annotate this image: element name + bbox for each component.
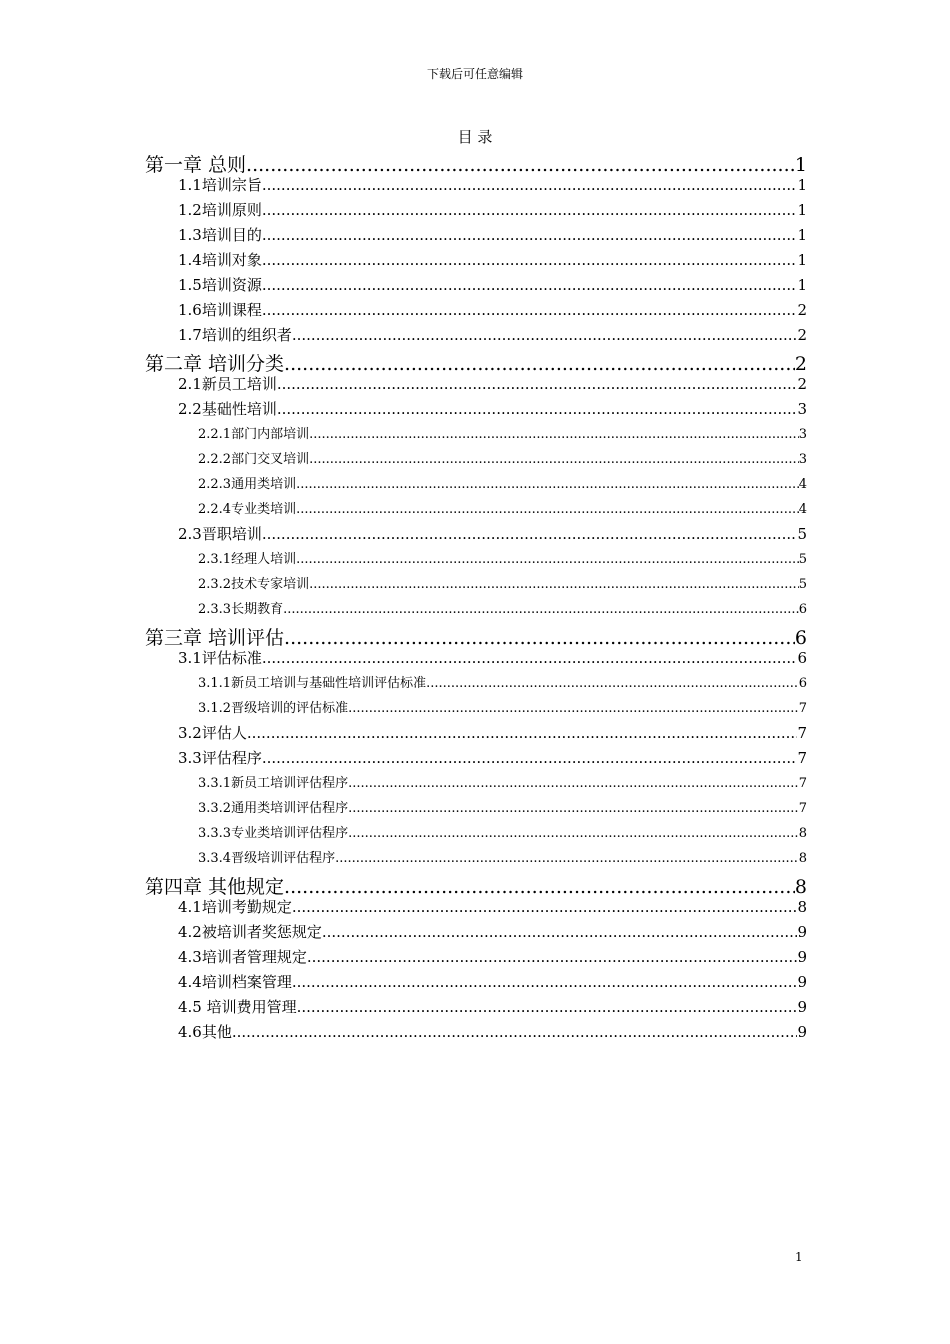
toc-entry-page: 7 bbox=[797, 749, 807, 767]
toc-leader-dots bbox=[246, 154, 795, 176]
toc-entry-label: 2.3.2技术专家培训 bbox=[198, 577, 310, 592]
toc-leader-dots bbox=[309, 427, 799, 442]
toc-entry-page: 6 bbox=[798, 602, 807, 617]
toc-leader-dots bbox=[284, 876, 795, 898]
toc-entry[interactable] bbox=[145, 373, 807, 398]
toc-entry-page: 7 bbox=[798, 801, 807, 816]
toc-entry-page: 1 bbox=[797, 201, 807, 219]
toc-entry-label: 3.1.1新员工培训与基础性培训评估标准 bbox=[198, 676, 427, 691]
toc-leader-dots bbox=[262, 749, 798, 767]
toc-leader-dots bbox=[292, 898, 798, 916]
toc-entry-page: 6 bbox=[797, 649, 807, 667]
toc-entry-page: 2 bbox=[797, 326, 807, 344]
toc-leader-dots bbox=[296, 552, 799, 567]
table-of-contents bbox=[145, 150, 807, 1046]
toc-leader-dots bbox=[426, 676, 799, 691]
toc-entry-label: 1.1培训宗旨 bbox=[178, 176, 262, 194]
toc-entry-label: 1.2培训原则 bbox=[178, 201, 262, 219]
toc-entry-page: 9 bbox=[797, 923, 807, 941]
toc-entry[interactable] bbox=[145, 548, 807, 573]
toc-entry[interactable] bbox=[145, 573, 807, 598]
toc-entry[interactable] bbox=[145, 423, 807, 448]
toc-entry-label: 3.1.2晋级培训的评估标准 bbox=[198, 701, 349, 716]
toc-leader-dots bbox=[247, 724, 798, 742]
toc-entry[interactable] bbox=[145, 448, 807, 473]
toc-entry-page: 7 bbox=[797, 724, 807, 742]
toc-entry[interactable] bbox=[145, 722, 807, 747]
toc-entry-page: 7 bbox=[798, 776, 807, 791]
toc-leader-dots bbox=[283, 602, 799, 617]
toc-entry-label: 第三章 培训评估 bbox=[145, 627, 285, 649]
toc-entry-page: 5 bbox=[798, 577, 807, 592]
toc-entry-page: 1 bbox=[797, 276, 807, 294]
toc-entry-page: 1 bbox=[797, 226, 807, 244]
toc-entry-label: 4.5 培训费用管理 bbox=[178, 998, 297, 1016]
toc-leader-dots bbox=[292, 973, 798, 991]
toc-entry-label: 2.3.1经理人培训 bbox=[198, 552, 297, 567]
toc-entry[interactable] bbox=[145, 822, 807, 847]
toc-entry[interactable] bbox=[145, 473, 807, 498]
toc-entry-page: 1 bbox=[794, 154, 807, 176]
page-header: 下载后可任意编辑 bbox=[426, 67, 523, 81]
toc-entry-label: 3.2评估人 bbox=[178, 724, 247, 742]
toc-entry[interactable] bbox=[145, 772, 807, 797]
toc-entry-page: 8 bbox=[797, 898, 807, 916]
toc-leader-dots bbox=[232, 1023, 798, 1041]
toc-entry-label: 第四章 其他规定 bbox=[145, 876, 285, 898]
toc-leader-dots bbox=[296, 502, 799, 517]
toc-entry-label: 2.2.3通用类培训 bbox=[198, 477, 297, 492]
toc-entry[interactable] bbox=[145, 797, 807, 822]
toc-entry[interactable] bbox=[145, 996, 807, 1021]
toc-entry[interactable] bbox=[145, 398, 807, 423]
toc-entry-page: 9 bbox=[797, 973, 807, 991]
toc-leader-dots bbox=[262, 226, 798, 244]
toc-entry-page: 8 bbox=[794, 876, 807, 898]
toc-entry-page: 9 bbox=[797, 1023, 807, 1041]
toc-entry[interactable] bbox=[145, 523, 807, 548]
toc-entry-page: 9 bbox=[797, 948, 807, 966]
toc-entry-label: 4.6其他 bbox=[178, 1023, 232, 1041]
toc-entry-page: 8 bbox=[798, 826, 807, 841]
toc-leader-dots bbox=[322, 923, 798, 941]
toc-entry[interactable] bbox=[145, 199, 807, 224]
toc-entry[interactable] bbox=[145, 598, 807, 623]
toc-entry-label: 2.1新员工培训 bbox=[178, 375, 277, 393]
toc-leader-dots bbox=[348, 776, 799, 791]
toc-entry-label: 2.3.3长期教育 bbox=[198, 602, 284, 617]
toc-leader-dots bbox=[277, 375, 798, 393]
toc-entry-label: 3.3评估程序 bbox=[178, 749, 262, 767]
toc-entry-label: 第一章 总则 bbox=[145, 154, 247, 176]
toc-leader-dots bbox=[292, 326, 798, 344]
toc-entry-page: 4 bbox=[798, 477, 807, 492]
toc-leader-dots bbox=[262, 276, 798, 294]
toc-entry-page: 2 bbox=[797, 375, 807, 393]
toc-entry[interactable] bbox=[145, 921, 807, 946]
toc-entry-page: 8 bbox=[798, 851, 807, 866]
toc-entry-label: 3.3.1新员工培训评估程序 bbox=[198, 776, 349, 791]
toc-leader-dots bbox=[284, 627, 795, 649]
toc-entry-label: 1.7培训的组织者 bbox=[178, 326, 292, 344]
toc-entry[interactable] bbox=[145, 249, 807, 274]
toc-leader-dots bbox=[309, 452, 799, 467]
toc-entry[interactable] bbox=[145, 299, 807, 324]
toc-entry[interactable] bbox=[145, 623, 807, 647]
toc-entry[interactable] bbox=[145, 697, 807, 722]
toc-entry[interactable] bbox=[145, 896, 807, 921]
toc-entry[interactable] bbox=[145, 647, 807, 672]
page-number: 1 bbox=[795, 1250, 803, 1264]
toc-leader-dots bbox=[262, 525, 798, 543]
toc-entry[interactable] bbox=[145, 150, 807, 174]
toc-entry-label: 1.6培训课程 bbox=[178, 301, 262, 319]
toc-entry-label: 1.4培训对象 bbox=[178, 251, 262, 269]
toc-entry-label: 第二章 培训分类 bbox=[145, 353, 285, 375]
toc-entry-page: 1 bbox=[797, 251, 807, 269]
toc-entry[interactable] bbox=[145, 274, 807, 299]
toc-entry[interactable] bbox=[145, 224, 807, 249]
toc-leader-dots bbox=[335, 851, 799, 866]
toc-entry-page: 4 bbox=[798, 502, 807, 517]
toc-entry-label: 4.3培训者管理规定 bbox=[178, 948, 307, 966]
toc-entry-label: 2.2.4专业类培训 bbox=[198, 502, 297, 517]
toc-leader-dots bbox=[348, 826, 799, 841]
toc-entry-label: 4.2被培训者奖惩规定 bbox=[178, 923, 322, 941]
toc-entry[interactable] bbox=[145, 747, 807, 772]
toc-entry-page: 3 bbox=[797, 400, 807, 418]
toc-entry-label: 2.3晋职培训 bbox=[178, 525, 262, 543]
toc-entry-label: 4.1培训考勤规定 bbox=[178, 898, 292, 916]
toc-entry-label: 3.3.3专业类培训评估程序 bbox=[198, 826, 349, 841]
toc-entry-label: 1.5培训资源 bbox=[178, 276, 262, 294]
toc-leader-dots bbox=[262, 301, 798, 319]
toc-entry-page: 7 bbox=[798, 701, 807, 716]
toc-entry-page: 5 bbox=[798, 552, 807, 567]
toc-entry[interactable] bbox=[145, 1021, 807, 1046]
toc-entry-label: 2.2.1部门内部培训 bbox=[198, 427, 310, 442]
toc-leader-dots bbox=[309, 577, 799, 592]
toc-entry[interactable] bbox=[145, 498, 807, 523]
toc-entry-page: 2 bbox=[797, 301, 807, 319]
toc-entry-page: 1 bbox=[797, 176, 807, 194]
toc-leader-dots bbox=[262, 251, 798, 269]
toc-leader-dots bbox=[262, 176, 798, 194]
toc-entry-page: 3 bbox=[798, 452, 807, 467]
toc-leader-dots bbox=[348, 701, 799, 716]
toc-entry-page: 9 bbox=[797, 998, 807, 1016]
toc-leader-dots bbox=[277, 400, 798, 418]
toc-entry[interactable] bbox=[145, 847, 807, 872]
toc-title: 目 录 bbox=[457, 128, 493, 146]
toc-entry[interactable] bbox=[145, 349, 807, 373]
toc-entry-label: 4.4培训档案管理 bbox=[178, 973, 292, 991]
toc-leader-dots bbox=[262, 201, 798, 219]
toc-entry-page: 6 bbox=[798, 676, 807, 691]
toc-entry-label: 1.3培训目的 bbox=[178, 226, 262, 244]
toc-entry-page: 2 bbox=[794, 353, 807, 375]
toc-entry[interactable] bbox=[145, 324, 807, 349]
toc-entry[interactable] bbox=[145, 971, 807, 996]
toc-entry-label: 3.1评估标准 bbox=[178, 649, 262, 667]
toc-entry-page: 5 bbox=[797, 525, 807, 543]
toc-entry[interactable] bbox=[145, 672, 807, 697]
toc-entry-label: 2.2.2部门交叉培训 bbox=[198, 452, 310, 467]
toc-entry-label: 3.3.2通用类培训评估程序 bbox=[198, 801, 349, 816]
toc-leader-dots bbox=[307, 948, 798, 966]
toc-entry-label: 2.2基础性培训 bbox=[178, 400, 277, 418]
toc-leader-dots bbox=[348, 801, 799, 816]
toc-entry[interactable] bbox=[145, 174, 807, 199]
toc-entry[interactable] bbox=[145, 946, 807, 971]
toc-entry-page: 6 bbox=[794, 627, 807, 649]
toc-entry-label: 3.3.4晋级培训评估程序 bbox=[198, 851, 336, 866]
toc-entry[interactable] bbox=[145, 872, 807, 896]
toc-entry-page: 3 bbox=[798, 427, 807, 442]
toc-leader-dots bbox=[262, 649, 798, 667]
toc-leader-dots bbox=[297, 998, 798, 1016]
toc-leader-dots bbox=[296, 477, 799, 492]
toc-leader-dots bbox=[284, 353, 795, 375]
